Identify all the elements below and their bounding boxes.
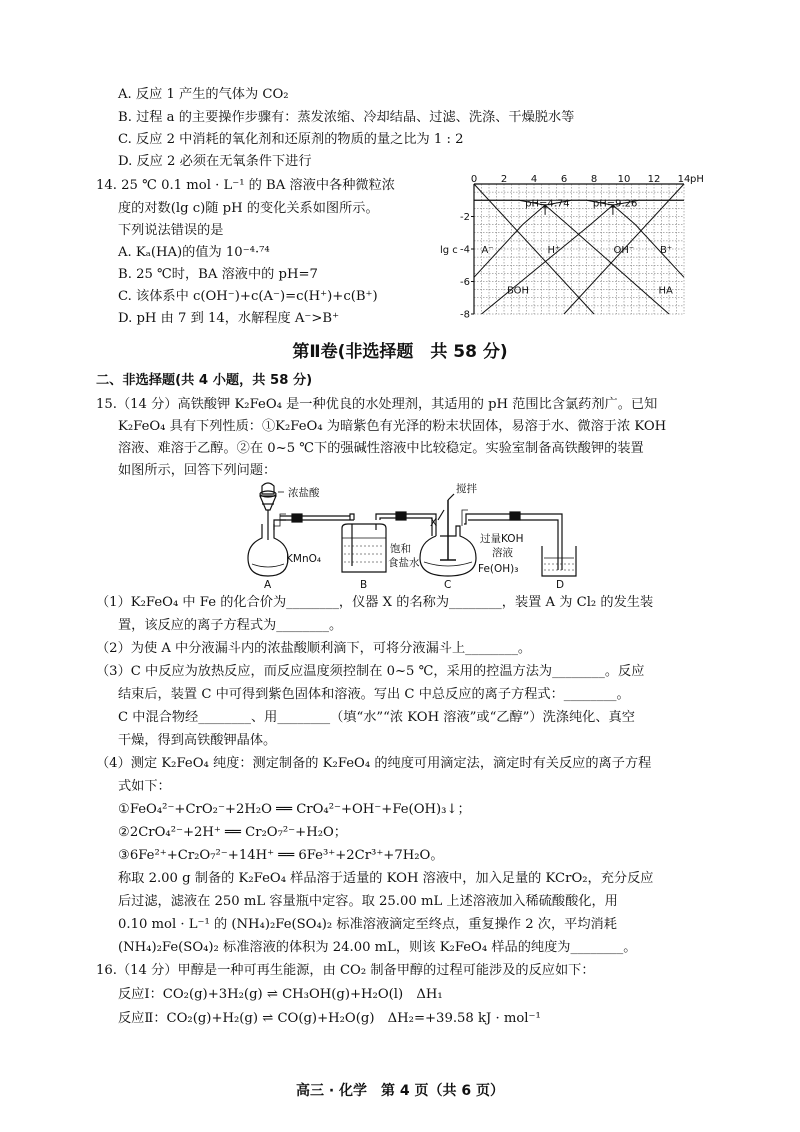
label-hcl: 浓盐酸 xyxy=(288,487,320,499)
x-tick-label: 6 xyxy=(560,174,568,185)
q14-option-c: C. 该体系中 c(OH⁻)+c(A⁻)=c(H⁺)+c(B⁺) xyxy=(118,289,378,304)
y-axis-label: lg c xyxy=(440,245,458,256)
section-heading: 二、非选择题(共 4 小题，共 58 分) xyxy=(96,373,313,388)
x-tick-label: 0 xyxy=(470,174,478,185)
q14-stem-line: 下列说法错误的是 xyxy=(118,223,224,238)
q14-option-a: A. Kₐ(HA)的值为 10⁻⁴·⁷⁴ xyxy=(118,245,270,260)
page-footer: 高三 · 化学 第 4 页（共 6 页） xyxy=(295,1083,505,1099)
annotation-label: pH=9.26 xyxy=(592,198,638,210)
q15-part-line: 后过滤，滤液在 250 mL 容量瓶中定容。取 25.00 mL 上述溶液加入稀硫酸酸化，用 xyxy=(118,894,618,909)
equation-1: ①FeO₄²⁻+CrO₂⁻+2H₂O ══ CrO₄²⁻+OH⁻+Fe(OH)₃↓； xyxy=(118,802,471,817)
label-brine: 食盐水 xyxy=(388,557,420,569)
section-title: 第Ⅱ卷(非选择题 共 58 分) xyxy=(292,342,508,362)
q16-reaction-1: 反应Ⅰ：CO₂(g)+3H₂(g) ⇌ CH₃OH(g)+H₂O(l) ΔH₁ xyxy=(118,987,443,1002)
lgc-ph-chart xyxy=(440,172,710,327)
series-label: B⁺ xyxy=(660,245,673,256)
q15-part-line: 称取 2.00 g 制备的 K₂FeO₄ 样品溶于适量的 KOH 溶液中，加入足量的 KCrO₂，充分反应 xyxy=(118,871,654,886)
series-label: OH⁻ xyxy=(613,245,635,256)
q16-reaction-2: 反应Ⅱ：CO₂(g)+H₂(g) ⇌ CO(g)+H₂O(g) ΔH₂=+39.58 kJ · mol⁻¹ xyxy=(118,1011,541,1026)
q15-part-line: 0.10 mol · L⁻¹ 的 (NH₄)₂Fe(SO₄)₂ 标准溶液滴定至终点，重复操作 2 次，平均消耗 xyxy=(118,917,617,932)
q15-part-line: 结束后，装置 C 中可得到紫色固体和溶液。写出 C 中总反应的离子方程式：________。 xyxy=(118,687,630,702)
q15-part-line: （3）C 中反应为放热反应，而反应温度须控制在 0~5 ℃，采用的控温方法为________。反应 xyxy=(96,664,645,679)
q15-part-line: (NH₄)₂Fe(SO₄)₂ 标准溶液的体积为 24.00 mL，则该 K₂FeO₄ 样品的纯度为________。 xyxy=(118,940,637,955)
label-d: D xyxy=(556,579,565,591)
q13-option-d: D. 反应 2 必须在无氧条件下进行 xyxy=(118,154,312,169)
x-tick-label: 10 xyxy=(617,174,631,185)
series-label: BOH xyxy=(507,285,530,297)
label-a: A xyxy=(264,579,272,591)
x-tick-label: 14 xyxy=(677,174,691,185)
q13-option-c: C. 反应 2 中消耗的氧化剂和还原剂的物质的量之比为 1 : 2 xyxy=(118,132,464,147)
series-label: H⁺ xyxy=(547,245,561,256)
q14-stem-line: 度的对数(lg c)随 pH 的变化关系如图所示。 xyxy=(118,201,379,216)
label-stir: 搅拌 xyxy=(456,483,477,495)
q15-intro-line: 溶液、难溶于乙醇。②在 0~5 ℃下的强碱性溶液中比较稳定。实验室制备高铁酸钾的装置 xyxy=(118,441,644,456)
y-tick-label: -8 xyxy=(460,309,470,321)
q15-intro-line: 如图所示，回答下列问题： xyxy=(118,463,277,478)
equation-3: ③6Fe²⁺+Cr₂O₇²⁻+14H⁺ ══ 6Fe³⁺+2Cr³⁺+7H₂O。 xyxy=(118,848,444,863)
q14-stem-line: 14. 25 ℃ 0.1 mol · L⁻¹ 的 BA 溶液中各种微粒浓 xyxy=(96,178,395,193)
label-kmno4: KMnO₄ xyxy=(286,553,322,565)
annotation-label: pH=4.74 xyxy=(525,198,570,210)
label-koh: 过量KOH xyxy=(480,533,524,545)
q15-intro-line: 15.（14 分）高铁酸钾 K₂FeO₄ 是一种优良的水处理剂，其适用的 pH 范围比含氯药剂广。已知 xyxy=(96,397,658,412)
series-label: HA xyxy=(658,285,673,297)
x-axis-label: pH xyxy=(690,174,704,185)
q15-part-line: （2）为使 A 中分液漏斗内的浓盐酸顺利滴下，可将分液漏斗上________。 xyxy=(96,641,532,656)
q15-part-line: 置，该反应的离子方程式为________。 xyxy=(118,618,343,633)
q15-part-line: 式如下： xyxy=(118,779,171,794)
apparatus-a xyxy=(248,483,288,576)
label-koh: 溶液 xyxy=(492,547,513,559)
q15-part-line: 干燥，得到高铁酸钾晶体。 xyxy=(118,733,277,748)
y-tick-label: -4 xyxy=(460,244,470,256)
apparatus-d xyxy=(542,546,576,576)
x-tick-label: 2 xyxy=(500,174,508,185)
q15-intro-line: K₂FeO₄ 具有下列性质：①K₂FeO₄ 为暗紫色有光泽的粉末状固体，易溶于水、微溶于浓 KOH xyxy=(118,419,667,434)
series-label: A⁻ xyxy=(481,245,494,256)
label-feoh3: Fe(OH)₃ xyxy=(478,563,519,575)
y-tick-label: -6 xyxy=(460,277,470,288)
label-x: X xyxy=(430,517,438,529)
apparatus-diagram xyxy=(240,480,580,592)
x-tick-label: 8 xyxy=(590,174,598,185)
q15-part-line: （1）K₂FeO₄ 中 Fe 的化合价为________，仪器 X 的名称为________，装置 A 为 Cl₂ 的发生装 xyxy=(96,595,654,610)
label-b: B xyxy=(360,579,368,591)
q15-part-line: C 中混合物经________、用________（填“水”“浓 KOH 溶液”或“乙醇”）洗涤纯化、真空 xyxy=(118,710,635,725)
label-brine: 饱和 xyxy=(390,543,411,555)
y-tick-label: -2 xyxy=(460,212,470,223)
q13-option-a: A. 反应 1 产生的气体为 CO₂ xyxy=(118,87,289,102)
x-tick-label: 4 xyxy=(530,174,538,185)
q16-intro-line: 16.（14 分）甲醇是一种可再生能源，由 CO₂ 制备甲醇的过程可能涉及的反应如下： xyxy=(96,963,595,978)
q14-option-b: B. 25 ℃时，BA 溶液中的 pH=7 xyxy=(118,267,318,282)
q15-part-line: （4）测定 K₂FeO₄ 纯度：测定制备的 K₂FeO₄ 的纯度可用滴定法，滴定时有关反应的离子方程 xyxy=(96,756,652,771)
q14-option-d: D. pH 由 7 到 14，水解程度 A⁻>B⁺ xyxy=(118,311,340,326)
chart-labels xyxy=(440,174,704,321)
equation-2: ②2CrO₄²⁻+2H⁺ ══ Cr₂O₇²⁻+H₂O； xyxy=(118,825,347,840)
x-tick-label: 12 xyxy=(647,174,661,185)
label-c: C xyxy=(444,579,452,591)
q13-option-b: B. 过程 a 的主要操作步骤有：蒸发浓缩、冷却结晶、过滤、洗涤、干燥脱水等 xyxy=(118,110,575,125)
